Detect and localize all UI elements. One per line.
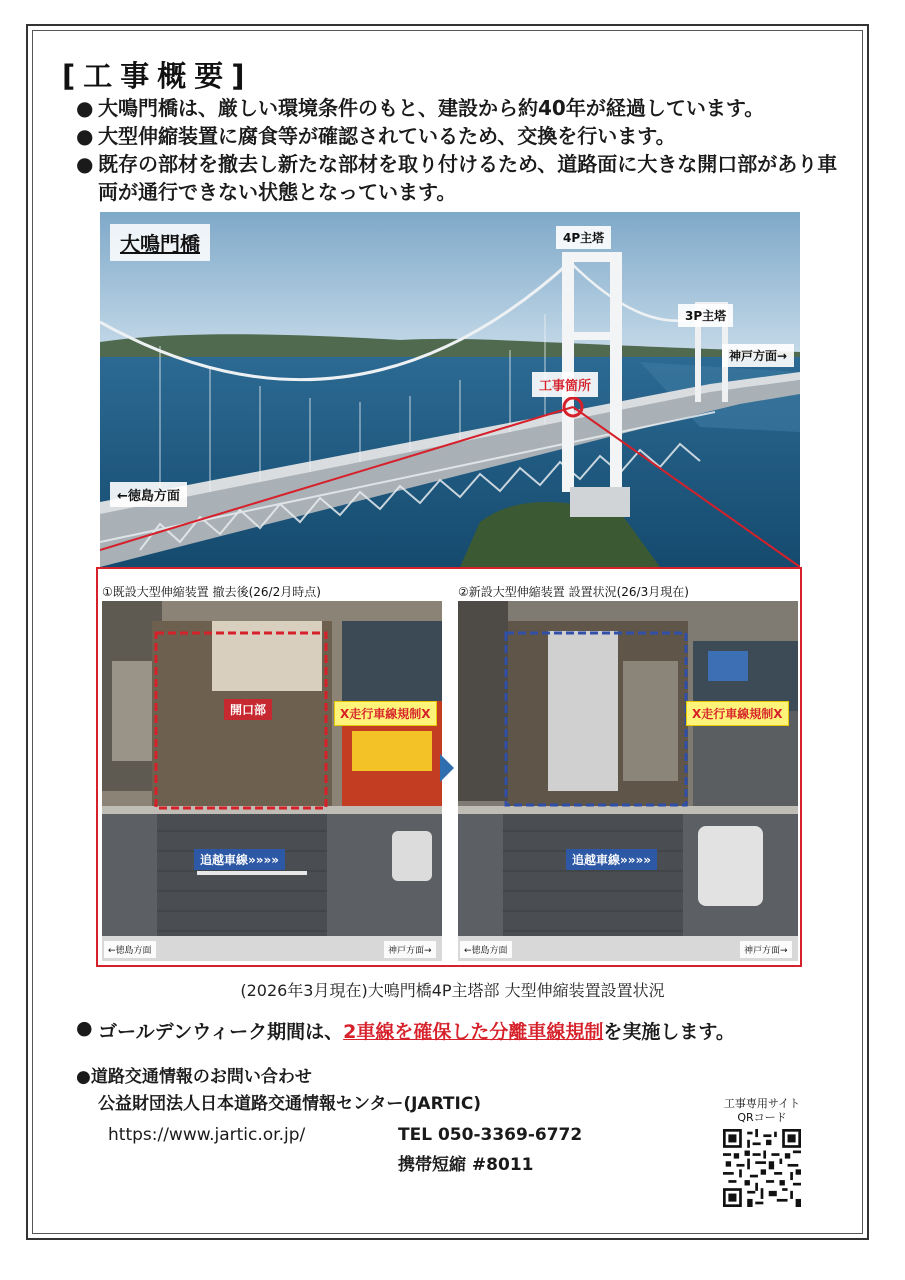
bullet-icon: ● <box>76 152 94 176</box>
section-heading: [工事概要] <box>62 59 253 93</box>
gw-highlight: 2車線を確保した分離車線規制 <box>343 1021 604 1043</box>
lane-restriction-tag-after: X走行車線規制X <box>686 701 789 726</box>
aerial-after-image <box>458 601 798 961</box>
arrow-right-icon <box>440 754 454 782</box>
aerial-before-image <box>102 601 442 961</box>
right-tokushima-dir: ←徳島方面 <box>460 941 512 958</box>
overview-bullets <box>76 94 856 206</box>
contact-short-dial: 携帯短縮 #8011 <box>398 1155 534 1175</box>
right-kobe-dir: 神戸方面→ <box>740 941 792 958</box>
bullet-item <box>76 122 856 150</box>
tokushima-direction-label: ←徳島方面 <box>110 482 187 507</box>
contact-url-link[interactable]: https://www.jartic.or.jp/ <box>108 1125 306 1145</box>
panel-after <box>458 601 798 961</box>
contact-title-row <box>76 1064 481 1091</box>
tower-4p-label: 4P主塔 <box>556 226 611 249</box>
qr-label-site: 工事専用サイト <box>723 1097 801 1110</box>
left-panel-caption: ①既設大型伸縮装置 撤去後(26/2月時点) <box>102 585 321 599</box>
kobe-direction-label: 神戸方面→ <box>722 344 794 367</box>
bullet-item <box>76 150 856 206</box>
bullet-text: 大型伸縮装置に腐食等が確認されているため、交換を行います。 <box>98 124 676 148</box>
bullet-icon: ● <box>76 124 94 148</box>
tower-3p-label: 3P主塔 <box>678 304 733 327</box>
lane-restriction-tag: X走行車線規制X <box>334 701 437 726</box>
work-site-label: 工事箇所 <box>532 372 598 397</box>
passing-lane-label: 追越車線»»»» <box>194 849 285 870</box>
contact-org: 公益財団法人日本道路交通情報センター(JARTIC) <box>98 1094 482 1114</box>
bullet-icon: ● <box>76 1067 91 1087</box>
right-panel-caption: ②新設大型伸縮装置 設置状況(26/3月現在) <box>458 585 689 599</box>
photo-title: 大鳴門橋 <box>110 224 210 261</box>
photo-caption: (2026年3月現在)大鳴門橋4P主塔部 大型伸縮装置設置状況 <box>240 981 665 1000</box>
contact-block <box>76 1064 481 1118</box>
bullet-text: 既存の部材を撤去し新たな部材を取り付けるため、道路面に大きな開口部があり車両が通行できない状態となっています。 <box>98 152 838 204</box>
opening-label: 開口部 <box>224 699 272 720</box>
contact-tel[interactable]: TEL 050-3369-6772 <box>398 1125 583 1145</box>
bridge-illustration <box>100 212 800 567</box>
contact-title: 道路交通情報のお問い合わせ <box>90 1067 312 1087</box>
bridge-photo <box>100 212 800 567</box>
bullet-icon: ● <box>76 96 94 120</box>
qr-label-code: QRコード <box>737 1111 787 1124</box>
qr-code-icon[interactable] <box>723 1129 801 1207</box>
passing-lane-label-after: 追越車線»»»» <box>566 849 657 870</box>
left-tokushima-dir: ←徳島方面 <box>104 941 156 958</box>
bullet-text: 大鳴門橋は、厳しい環境条件のもと、建設から約40年が経過しています。 <box>98 96 765 120</box>
qr-block <box>712 1097 812 1211</box>
left-kobe-dir: 神戸方面→ <box>384 941 436 958</box>
bullet-item <box>76 94 856 122</box>
golden-week-notice <box>76 1017 735 1044</box>
panel-before <box>102 601 442 961</box>
gw-suffix: を実施します。 <box>603 1021 735 1043</box>
detail-panel <box>96 567 802 967</box>
gw-prefix: ゴールデンウィーク期間は、 <box>98 1021 344 1043</box>
bullet-icon: ● <box>76 1017 93 1039</box>
